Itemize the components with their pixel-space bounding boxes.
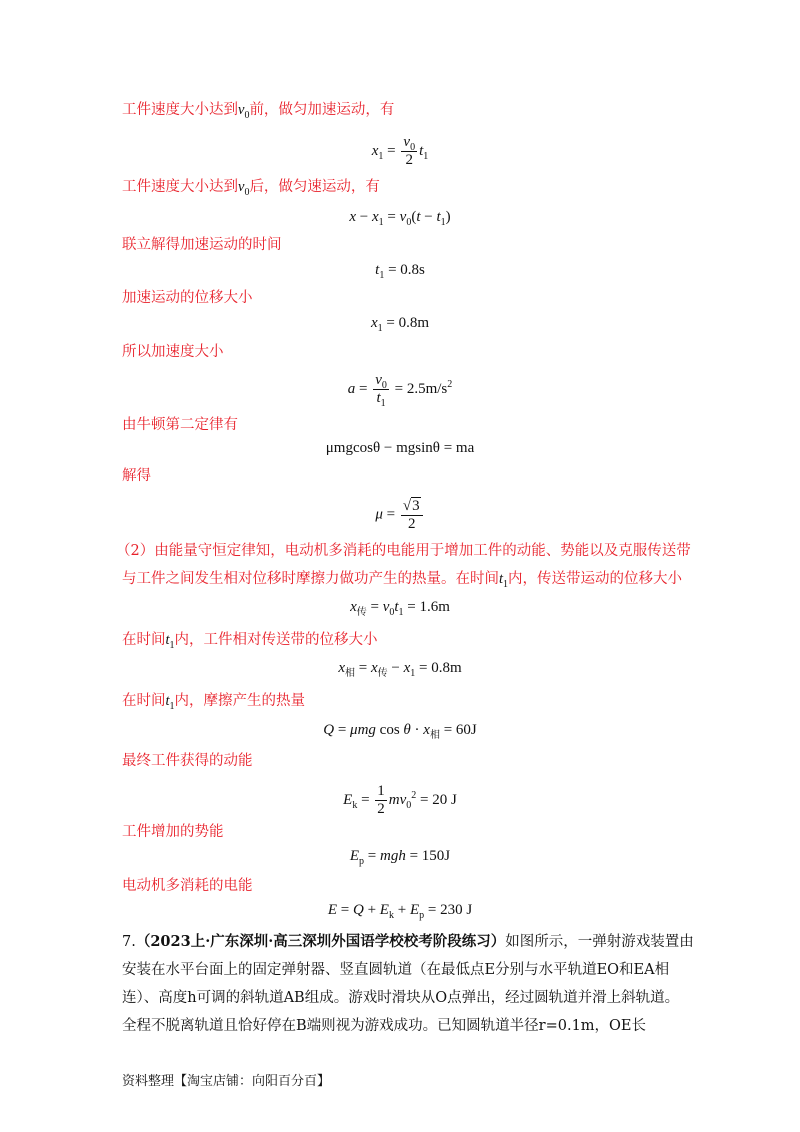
equation-mu: μ = $\frac{√3}{2}$ — [0, 497, 800, 533]
text-segment: 内，传送带运动的位移大小 — [508, 571, 683, 587]
problem-line: 安装在水平台面上的固定弹射器、竖直圆轨道（在最低点E分别与水平轨道EO和EA相 — [122, 962, 670, 978]
text-segment: 在时间 — [122, 693, 166, 709]
problem-number: 7. — [122, 934, 136, 950]
text-line: 联立解得加速运动的时间 — [122, 237, 282, 253]
equation-total-energy: $E = Q + E_k + E_p = 230$ J — [327, 902, 473, 921]
text-line: 工件增加的势能 — [122, 824, 224, 840]
equation-acceleration: a = $\frac{v_0}{t_1}$ = $2.5m/s^2$ — [347, 372, 453, 409]
text-line — [122, 569, 682, 589]
equation-value: = 20 J — [420, 791, 457, 808]
text-segment: 内，工件相对传送带的位移大小 — [174, 632, 378, 648]
text-line: （2）由能量守恒定律知，电动机多消耗的电能用于增加工件的动能、势能以及克服传送带 — [116, 543, 691, 559]
math-v0: $v_0$ — [238, 102, 250, 121]
equation-value: = 150J — [409, 848, 451, 864]
text-segment: 在时间 — [122, 632, 166, 648]
text-line — [122, 100, 394, 120]
equation-value: = 0.8m — [386, 315, 430, 331]
text-line — [122, 691, 305, 711]
problem-line — [122, 928, 694, 956]
text-segment: 内，摩擦产生的热量 — [174, 693, 306, 709]
problem-text: 如图所示，一弹射游戏装置由 — [505, 934, 694, 950]
problem-line: 连）、高度h可调的斜轨道AB组成。游戏时滑块从O点弹出，经过圆轨道并滑上斜轨道。 — [122, 990, 680, 1006]
equation-x1-value: $x_1 = 0.8m$ — [370, 315, 430, 334]
equation-value: = 230 J — [427, 902, 473, 918]
equation-kinetic-energy: $E_k$ = $\frac{1}{2}$ $mv_0^2 = 20$ J — [343, 783, 457, 817]
equation-t1: $t_1 = 0.8s$ — [375, 262, 425, 281]
text-line — [122, 630, 378, 650]
equation-relative-displacement: $x_相 = x_传 - x_1 = 0.8m$ — [338, 660, 462, 679]
problem-7 — [122, 928, 694, 1040]
text-line: 电动机多消耗的电能 — [122, 878, 253, 894]
equation-value: = 2.5m/s — [394, 380, 448, 397]
text-line: 加速运动的位移大小 — [122, 290, 253, 306]
text-line: 最终工件获得的动能 — [122, 753, 253, 769]
equation-value: = 60J — [443, 722, 477, 738]
text-segment: 工件速度大小达到 — [122, 102, 238, 118]
footer-credit: 资料整理【淘宝店铺：向阳百分百】 — [122, 1074, 331, 1089]
text-segment: 前，做匀加速运动，有 — [249, 102, 395, 118]
text-line: 所以加速度大小 — [122, 344, 224, 360]
equation-belt-displacement: $x_传 = v_0t_1 = 1.6m$ — [350, 599, 450, 618]
text-segment: 工件速度大小达到 — [122, 179, 238, 195]
math-t1: $t_1$ — [165, 632, 175, 651]
text-segment: 与工件之间发生相对位移时摩擦力做功产生的热量。在时间 — [122, 571, 499, 587]
text-line: 解得 — [122, 468, 151, 484]
equation-x1: $x_1$ = $\frac{v_0}{2}$ $t_1$ — [371, 134, 429, 168]
equation-potential-energy: $E_p$ = mgh = 150J — [349, 848, 451, 867]
equation-newton: μmgcosθ − mgsinθ = ma — [325, 440, 475, 456]
text-line: 由牛顿第二定律有 — [122, 417, 238, 433]
equation-heat: Q = μmg $\cos \theta \cdot x_相 = 60J$ — [323, 722, 477, 741]
math-v0: $v_0$ — [238, 179, 250, 198]
problem-line: 全程不脱离轨道且恰好停在B端则视为游戏成功。已知圆轨道半径r=0.1m，OE长 — [122, 1018, 647, 1034]
problem-source: （2023上·广东深圳·高三深圳外国语学校校考阶段练习） — [135, 933, 506, 950]
text-line — [122, 177, 380, 197]
equation-uniform: $x - x_1 = v_0(t - t_1)$ — [349, 209, 451, 228]
equation-value: = 0.8m — [419, 660, 462, 676]
math-t1: $t_1$ — [165, 693, 175, 712]
equation-value: = 1.6m — [407, 599, 450, 615]
text-segment: 后，做匀速运动，有 — [249, 179, 380, 195]
math-t1: $t_1$ — [499, 571, 509, 590]
equation-value: = 0.8s — [388, 262, 425, 278]
